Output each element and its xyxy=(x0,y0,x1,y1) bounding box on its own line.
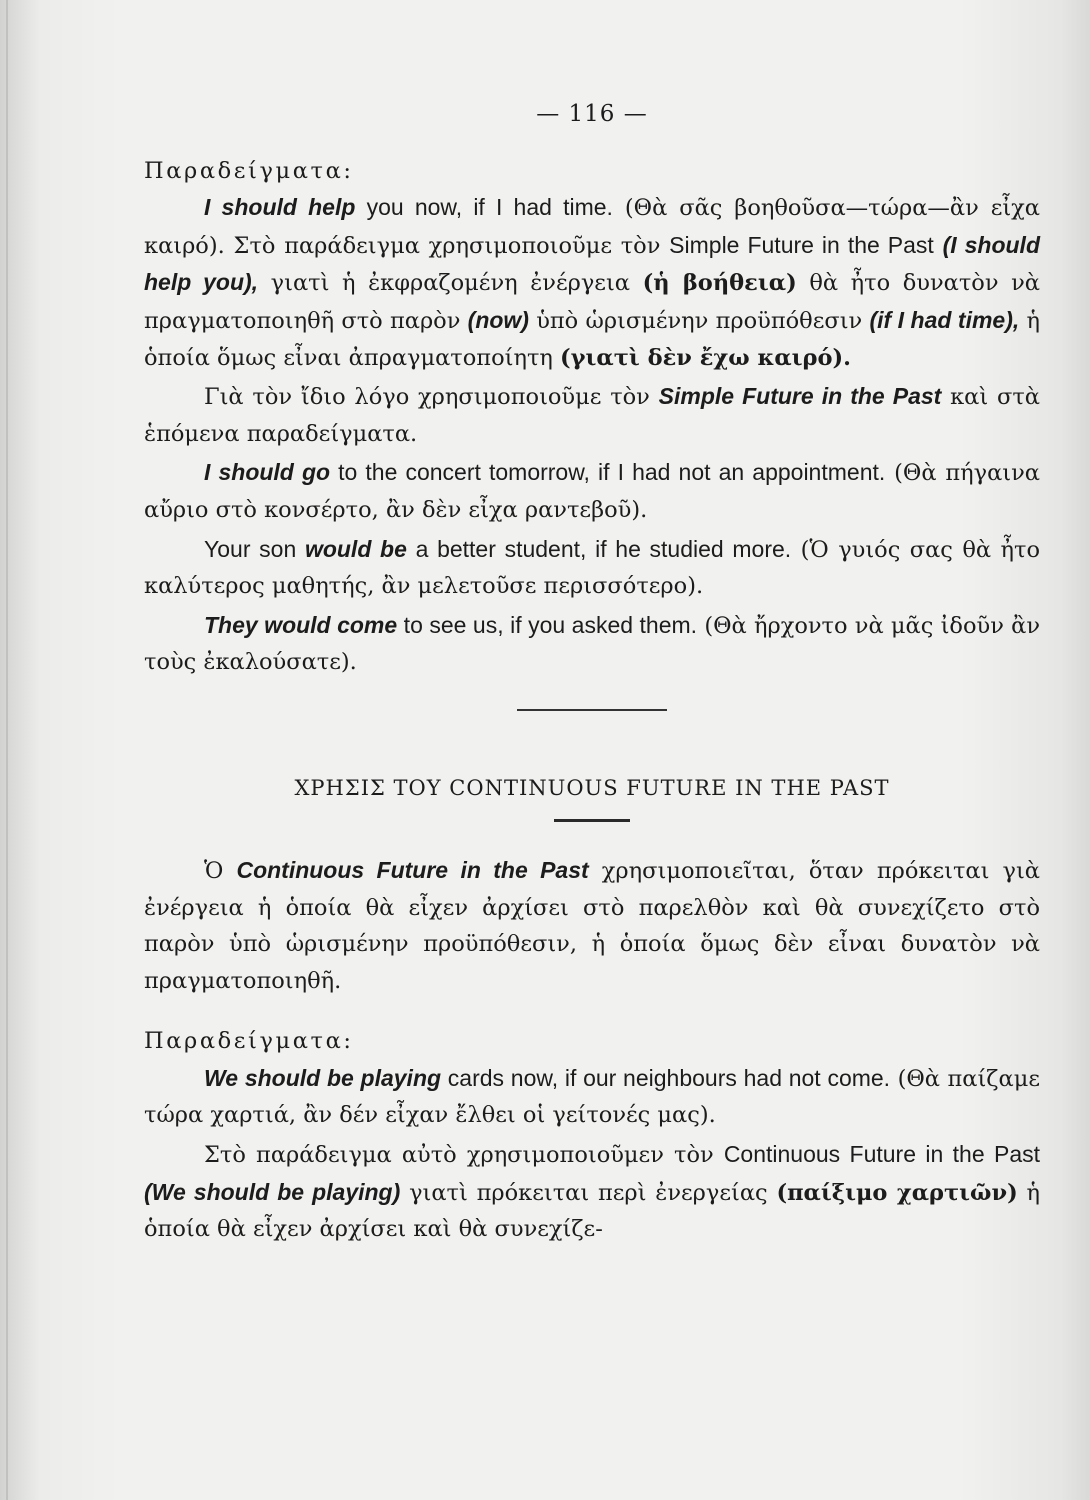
p5-s1: They would come xyxy=(204,611,398,638)
paragraph-cards-example xyxy=(144,1060,1040,1134)
paragraph-visit-example xyxy=(144,607,1040,681)
paragraph-continuous-future-definition xyxy=(144,852,1040,999)
paragraph-simple-future-example xyxy=(144,189,1040,376)
p3-s3: (Θὰ πήγαινα αὔριο στὸ κονσέρτο, ἂν δὲν εἶχα ραντεβοῦ). xyxy=(144,460,1040,523)
p1-s14: (γιατὶ δὲν ἔχω καιρό). xyxy=(560,344,851,371)
p8-s4: (We should be playing) xyxy=(144,1178,401,1205)
p1-s8: (ἡ βοήθεια) xyxy=(642,270,797,297)
examples-label: Παραδείγματα: xyxy=(144,157,354,184)
p3-s2: to the concert tomorrow, if I had not an appointment. xyxy=(330,459,886,486)
p3-s1: I should go xyxy=(204,459,331,486)
p1-s2: you now, if I had time. xyxy=(355,194,613,221)
p6-s2: Continuous Future in the Past xyxy=(236,856,589,883)
p1-s12: (if I had time), xyxy=(869,306,1020,333)
p1-s13: ἡ ὁποία ὅμως εἶναι ἀπραγματοποίητη xyxy=(144,307,1040,371)
p7-s1: We should be playing xyxy=(204,1064,442,1091)
p2-s3: καὶ στὰ ἑπόμενα παραδείγματα. xyxy=(144,384,1040,447)
p4-s1: Your son xyxy=(204,535,305,562)
p7-s2: cards now, if our neighbours had not come. xyxy=(441,1064,891,1091)
p1-s9: θὰ ἦτο δυνατὸν νὰ πραγματοποιηθῆ στὸ παρὸν xyxy=(144,270,1040,334)
p1-s5 xyxy=(934,233,943,259)
p8-s5: γιατὶ πρόκειται περὶ ἐνεργείας xyxy=(400,1179,777,1206)
heading-underline xyxy=(554,819,630,822)
page-content xyxy=(144,96,1040,1248)
examples-label-2: Παραδείγματα: xyxy=(144,1028,354,1055)
p6-s3: χρησιμοποιεῖται, ὅταν πρόκειται γιὰ ἐνέργεια ἡ ὁποία θὰ εἶχεν ἀρχίσει στὸ παρελθὸν καὶ θὰ συνεχίζετο στὸ παρὸν ὑπὸ ὡρισμένην προϋπόθεσιν, ἡ ὁποία ὅμως δὲν εἶναι δυνατὸν νὰ πραγματοποιηθῆ. xyxy=(144,857,1040,994)
section-heading: ΧΡΗΣΙΣ ΤΟΥ CONTINUOUS FUTURE IN THE PAST xyxy=(294,775,890,800)
paragraph-cards-explanation xyxy=(144,1136,1040,1248)
p8-s1: Στὸ παράδειγμα αὐτὸ χρησιμοποιοῦμεν τὸν xyxy=(204,1142,724,1169)
p1-s6: (I should help you), xyxy=(144,231,1040,296)
p5-s2: to see us, if you asked them. xyxy=(397,611,698,638)
p4-s4: (Ὁ γυιός σας θὰ ἦτο καλύτερος μαθητής, ἂν μελετοῦσε περισσότερο). xyxy=(144,536,1040,600)
paragraph-concert-example xyxy=(144,454,1040,528)
p1-s4: Simple Future in the Past xyxy=(669,231,934,258)
p1-s3: (Θὰ σᾶς βοηθοῦσα—τώρα—ἂν εἶχα καιρό). Στὸ παράδειγμα χρησιμοποιοῦμε τὸν xyxy=(144,195,1040,259)
p1-s1: I should help xyxy=(204,194,356,221)
section-divider xyxy=(517,709,667,711)
p1-s10: (now) xyxy=(467,306,529,333)
page-number: — 116 — xyxy=(536,101,648,127)
p6-s1: Ὁ xyxy=(204,857,237,884)
p7-s3: (Θὰ παίζαμε τώρα χαρτιά, ἂν δέν εἶχαν ἔλθει οἱ γείτονές μας). xyxy=(144,1065,1040,1129)
paragraph-student-example xyxy=(144,531,1040,605)
p4-s2: would be xyxy=(304,535,407,562)
p2-s1: Γιὰ τὸν ἴδιο λόγο χρησιμοποιοῦμε τὸν xyxy=(204,384,659,411)
p5-s3: (Θὰ ἤρχοντο νὰ μᾶς ἰδοῦν ἂν τοὺς ἐκαλούσατε). xyxy=(144,612,1040,676)
paragraph-same-reason xyxy=(144,378,1040,452)
p8-s7: ἡ ὁποία θὰ εἶχεν ἀρχίσει καὶ θὰ συνεχίζε- xyxy=(144,1179,1041,1243)
p8-s2: Continuous Future in the Past xyxy=(723,1141,1041,1168)
p8-s6: (παίξιμο χαρτιῶν) xyxy=(776,1179,1018,1206)
p1-s7: γιατὶ ἡ ἐκφραζομένη ἐνέργεια xyxy=(258,270,643,297)
p1-s11: ὑπὸ ὡρισμένην προϋπόθεσιν xyxy=(528,307,870,334)
p4-s3: a better student, if he studied more. xyxy=(406,535,792,562)
p2-s2: Simple Future in the Past xyxy=(658,383,942,410)
